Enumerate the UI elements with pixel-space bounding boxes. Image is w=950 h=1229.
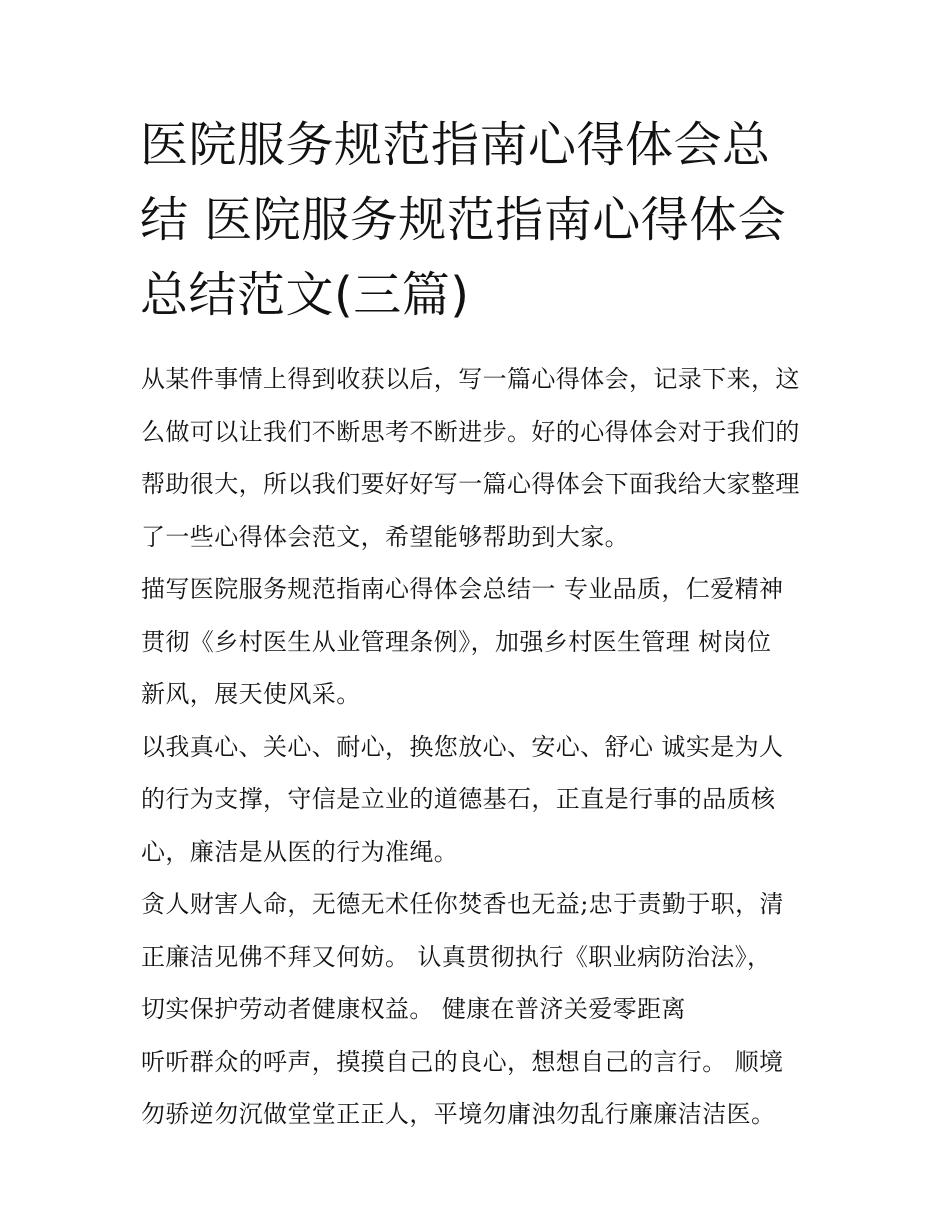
paragraph-line: 贯彻《乡村医生从业管理条例》，加强乡村医生管理 树岗位 [141,627,772,656]
paragraph-line: 听听群众的呼声，摸摸自己的良心，想想自己的言行。 顺境 [141,1047,784,1076]
paragraph-conduct [141,1036,821,1141]
paragraph-section-one [141,563,821,721]
paragraph-line: 正廉洁见佛不拜又何妨。 认真贯彻执行《职业病防治法》， [141,942,772,971]
paragraph-line: 心，廉洁是从医的行为准绳。 [141,837,459,866]
paragraph-line: 的行为支撑，守信是立业的道德基石，正直是行事的品质核 [141,785,776,813]
paragraph-intro [141,353,821,563]
paragraph-line: 了一些心得体会范文，希望能够帮助到大家。 [141,522,629,551]
paragraph-integrity [141,721,821,879]
paragraph-line: 描写医院服务规范指南心得体会总结一 专业品质，仁爱精神 [141,575,784,603]
paragraph-duty [141,878,821,1036]
paragraph-line: 以我真心、关心、耐心，换您放心、安心、舒心 诚实是为人 [141,732,784,761]
paragraph-line: 切实保护劳动者健康权益。 健康在普济关爱零距离 [141,995,686,1023]
paragraph-line: 贪人财害人命，无德无术任你焚香也无益;忠于责勤于职，清 [141,890,784,918]
paragraph-line: 么做可以让我们不断思考不断进步。好的心得体会对于我们的 [141,417,800,446]
document-title [140,108,820,333]
title-line-2: 结 医院服务规范指南心得体会 [140,192,787,248]
document-body [141,353,821,1141]
paragraph-line: 新风，展天使风采。 [141,680,361,708]
paragraph-line: 勿骄逆勿沉做堂堂正正人，平境勿庸浊勿乱行廉廉洁洁医。 [141,1100,776,1128]
paragraph-line: 从某件事情上得到收获以后，写一篇心得体会，记录下来，这 [141,365,800,393]
title-line-1: 医院服务规范指南心得体会总 [140,117,771,173]
paragraph-line: 帮助很大，所以我们要好好写一篇心得体会下面我给大家整理 [141,470,800,498]
title-line-3: 总结范文(三篇) [140,267,470,323]
